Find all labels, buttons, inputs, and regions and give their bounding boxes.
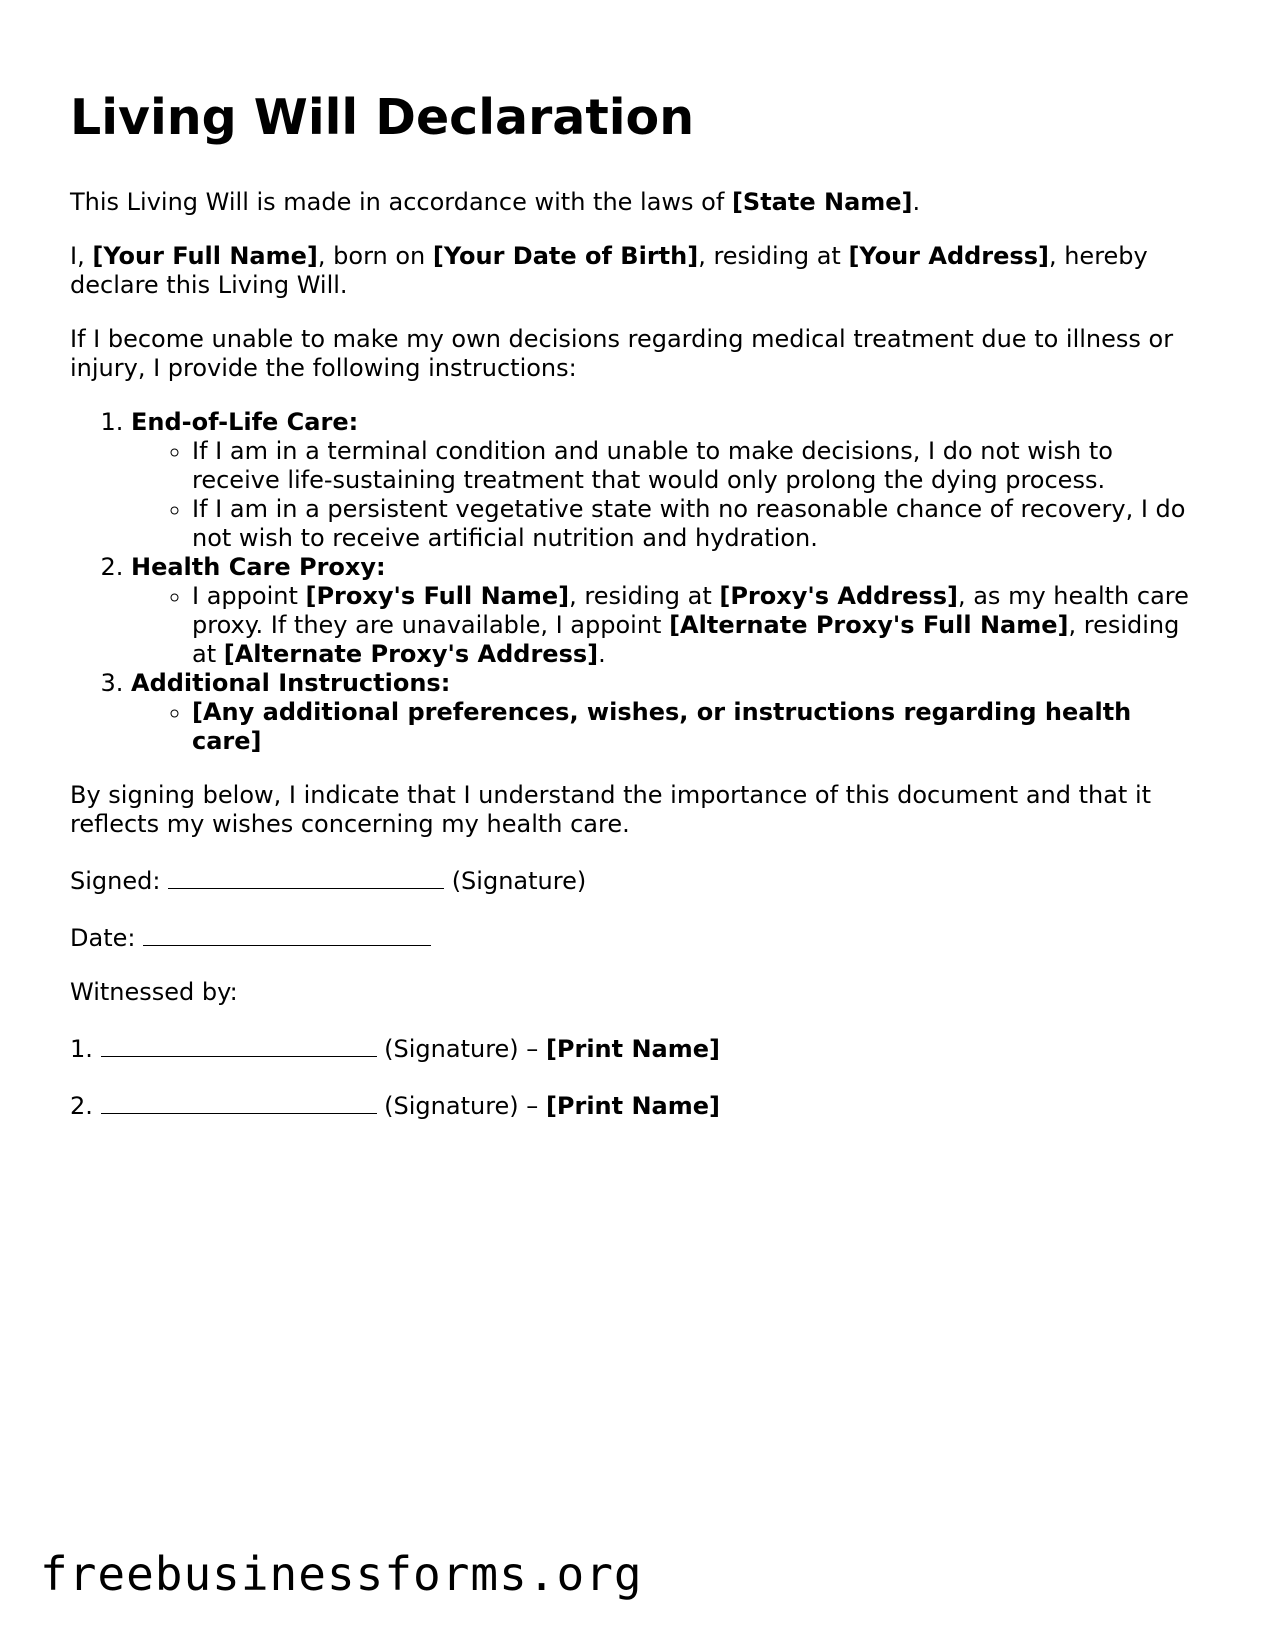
site-watermark: freebusinessforms.org [40,1547,643,1601]
document-page [70,88,1200,1146]
additional-instructions-heading: Additional Instructions: [131,669,451,697]
declarant-text-4: , hereby declare this Living Will. [70,242,1148,299]
additional-sublist [131,698,1200,756]
health-care-proxy-heading: Health Care Proxy: [131,553,386,581]
date-line [70,921,1200,953]
alternate-proxy-address-placeholder: [Alternate Proxy's Address] [223,640,599,668]
declarant-paragraph [70,242,1200,300]
instructions-list [70,408,1200,756]
witness-1-line [70,1032,1200,1064]
list-item: ◦ If I am in a terminal condition and unable to make decisions, I do not wish to receive life-sustaining treatment that would only prolong the dying process. [192,437,1200,495]
signature-note: (Signature) [444,867,587,895]
end-of-life-sublist [131,437,1200,553]
state-name-placeholder: [State Name] [731,188,913,216]
witness-2-line [70,1089,1200,1121]
list-item-health-care-proxy [131,553,1200,669]
alternate-proxy-name-placeholder: [Alternate Proxy's Full Name] [669,611,1069,639]
date-field[interactable] [143,921,431,946]
proxy-text-1: I appoint [192,582,306,610]
witness-1-signature-field[interactable] [101,1032,377,1057]
list-item-additional-instructions [131,669,1200,756]
witness-2-signature-field[interactable] [101,1089,377,1114]
proxy-text-2: , residing at [569,582,720,610]
address-placeholder: [Your Address] [848,242,1049,270]
signed-line [70,864,1200,896]
closing-paragraph: By signing below, I indicate that I understand the importance of this document and that it reflects my wishes concerning my health care. [70,781,1152,838]
intro-suffix: . [912,188,921,216]
witness-1-number: 1. [70,1035,101,1063]
page-title: Living Will Declaration [70,89,695,146]
witness-2-note: (Signature) – [376,1092,546,1120]
intro-paragraph [70,188,1200,217]
declarant-text-1: I, [70,242,93,270]
list-item: ◦ If I am in a persistent vegetative state with no reasonable chance of recovery, I do not wish to receive artificial nutrition and hydration. [192,495,1200,553]
witness-1-print-name: [Print Name] [545,1035,721,1063]
witness-2-number: 2. [70,1092,101,1120]
signed-label: Signed: [70,867,169,895]
proxy-text-5: . [598,640,606,668]
witness-2-print-name: [Print Name] [545,1092,721,1120]
preamble-paragraph: If I become unable to make my own decisions regarding medical treatment due to illness or injury, I provide the following instructions: [70,325,1174,382]
end-of-life-heading: End-of-Life Care: [131,408,359,436]
witness-1-note: (Signature) – [376,1035,546,1063]
date-of-birth-placeholder: [Your Date of Birth] [432,242,699,270]
full-name-placeholder: [Your Full Name] [92,242,318,270]
additional-instructions-placeholder: [Any additional preferences, wishes, or instructions regarding health care] [192,698,1132,755]
declarant-text-2: , born on [317,242,433,270]
declarant-text-3: , residing at [698,242,849,270]
proxy-text-3: , as my health care proxy. If they are unavailable, I appoint [192,582,1189,639]
list-item [192,582,1200,669]
list-item-end-of-life [131,408,1200,553]
signature-field[interactable] [168,864,444,889]
proxy-sublist [131,582,1200,669]
proxy-address-placeholder: [Proxy's Address] [719,582,958,610]
date-label: Date: [70,924,144,952]
intro-text: This Living Will is made in accordance with the laws of [70,188,732,216]
witnessed-by-label: Witnessed by: [70,978,238,1006]
proxy-text-4: , residing at [192,611,1180,668]
list-item [192,698,1200,756]
proxy-name-placeholder: [Proxy's Full Name] [305,582,570,610]
